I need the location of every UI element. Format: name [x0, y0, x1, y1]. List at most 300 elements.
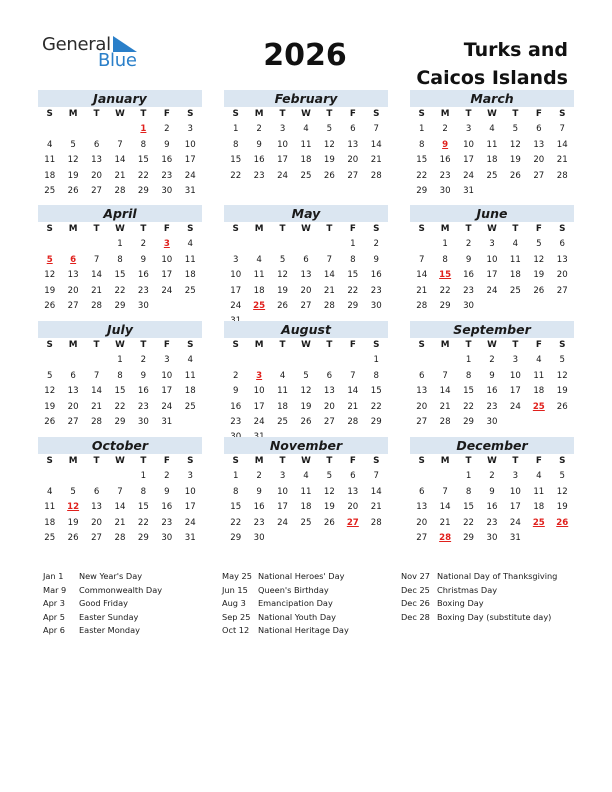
day-cell: 17 [509, 386, 521, 397]
day-cell: 12 [300, 386, 312, 397]
empty-cell [480, 299, 503, 314]
day-cell: 30 [137, 416, 149, 427]
weekday-label: T [140, 340, 147, 350]
day-cell: 9 [256, 139, 262, 150]
weekday-row [224, 454, 388, 469]
weekday-row [38, 454, 202, 469]
holiday-day-cell: 25 [253, 300, 266, 311]
day-cell: 24 [161, 401, 173, 412]
weekday-label: M [254, 340, 264, 350]
empty-cell [341, 531, 364, 546]
day-cell: 13 [300, 270, 312, 281]
day-cell: 27 [91, 532, 103, 543]
day-cell: 17 [253, 401, 265, 412]
weekday-label: S [46, 340, 53, 350]
holiday-date: Dec 26 [401, 598, 430, 609]
week-row [410, 184, 574, 199]
day-cell: 2 [164, 124, 170, 135]
day-cell: 29 [137, 185, 149, 196]
weekday-label: S [46, 109, 53, 119]
day-cell: 15 [463, 386, 475, 397]
day-cell: 20 [347, 155, 359, 166]
day-cell: 8 [117, 254, 123, 265]
weekday-label: F [163, 224, 170, 234]
holiday-entry [43, 597, 162, 611]
day-cell: 6 [536, 124, 542, 135]
week-row [410, 469, 574, 484]
weekday-label: T [512, 340, 519, 350]
weekday-label: M [68, 224, 78, 234]
holiday-entry [43, 611, 162, 625]
day-cell: 25 [300, 517, 312, 528]
day-cell: 2 [232, 370, 239, 381]
day-cell: 13 [347, 486, 359, 497]
weekday-label: T [465, 224, 472, 234]
day-cell: 24 [184, 517, 196, 528]
day-cell: 14 [114, 502, 126, 513]
empty-cell [294, 531, 317, 546]
day-cell: 24 [161, 285, 173, 296]
week-row [38, 138, 202, 153]
week-row [224, 299, 388, 314]
week-row [38, 184, 202, 199]
empty-cell [38, 237, 61, 252]
holiday-entry [401, 570, 557, 584]
weekday-label: W [115, 109, 125, 119]
day-cell: 20 [91, 170, 103, 181]
holiday-entry [401, 584, 557, 598]
weekday-label: S [418, 456, 425, 466]
empty-cell [38, 353, 61, 368]
holiday-column [222, 570, 349, 638]
empty-cell [341, 353, 364, 368]
holiday-name: Commonwealth Day [79, 584, 163, 595]
weekday-label: F [535, 340, 542, 350]
day-cell: 5 [279, 254, 286, 265]
weekday-label: T [326, 224, 333, 234]
day-cell: 1 [117, 355, 123, 366]
day-cell: 8 [140, 139, 147, 150]
week-row [410, 531, 574, 546]
weekday-label: T [465, 456, 472, 466]
weekday-label: W [487, 456, 497, 466]
weekday-label: W [301, 224, 311, 234]
day-cell: 10 [277, 486, 289, 497]
empty-cell [108, 469, 131, 484]
day-cell: 23 [161, 517, 173, 528]
week-row [224, 469, 388, 484]
day-cell: 19 [44, 285, 56, 296]
holiday-day-cell: 28 [439, 532, 452, 543]
day-cell: 17 [277, 502, 289, 513]
day-cell: 12 [44, 270, 56, 281]
day-cell: 4 [536, 471, 542, 482]
day-cell: 21 [114, 170, 126, 181]
day-cell: 11 [44, 155, 56, 166]
day-cell: 14 [370, 486, 382, 497]
weekday-label: F [349, 109, 356, 119]
day-cell: 4 [256, 254, 262, 265]
day-cell: 22 [347, 285, 359, 296]
day-cell: 24 [277, 170, 289, 181]
day-cell: 21 [347, 401, 359, 412]
day-cell: 7 [117, 139, 123, 150]
weekday-label: F [349, 340, 356, 350]
day-cell: 14 [91, 386, 103, 397]
month-header: March [410, 90, 574, 107]
weekday-label: M [68, 340, 78, 350]
day-cell: 16 [486, 502, 498, 513]
empty-cell [433, 469, 456, 484]
day-cell: 4 [512, 239, 519, 250]
day-cell: 20 [67, 285, 79, 296]
holiday-date: Mar 9 [43, 584, 67, 595]
day-cell: 23 [439, 170, 451, 181]
week-row [38, 299, 202, 314]
holiday-name: Emancipation Day [258, 598, 333, 609]
day-cell: 14 [556, 139, 568, 150]
holiday-date: Apr 5 [43, 611, 65, 622]
day-cell: 6 [559, 239, 565, 250]
week-row [410, 138, 574, 153]
day-cell: 21 [416, 285, 428, 296]
day-cell: 7 [93, 370, 100, 381]
week-row [38, 485, 202, 500]
week-row [224, 153, 388, 168]
day-cell: 22 [114, 401, 126, 412]
day-cell: 26 [533, 285, 545, 296]
weekday-label: W [301, 456, 311, 466]
day-cell: 21 [439, 401, 451, 412]
day-cell: 6 [70, 370, 76, 381]
weekday-row [38, 222, 202, 237]
day-cell: 9 [164, 486, 170, 497]
weekday-row [38, 338, 202, 353]
day-cell: 19 [323, 155, 335, 166]
empty-cell [527, 531, 550, 546]
day-cell: 16 [253, 502, 265, 513]
weekday-label: T [465, 109, 472, 119]
weekday-label: S [373, 456, 380, 466]
day-cell: 30 [439, 185, 451, 196]
day-cell: 25 [44, 532, 56, 543]
day-cell: 26 [300, 416, 312, 427]
week-row [224, 284, 388, 299]
day-cell: 27 [416, 416, 428, 427]
day-cell: 27 [91, 185, 103, 196]
day-cell: 17 [184, 502, 196, 513]
day-cell: 29 [230, 532, 242, 543]
country-line-2: Caicos Islands [416, 67, 568, 89]
day-cell: 23 [137, 285, 149, 296]
day-cell: 12 [323, 486, 335, 497]
empty-cell [179, 415, 202, 430]
weekday-label: M [254, 456, 264, 466]
day-cell: 19 [509, 155, 521, 166]
weekday-label: S [232, 456, 239, 466]
day-cell: 2 [465, 239, 472, 250]
day-cell: 25 [277, 416, 289, 427]
week-row [410, 384, 574, 399]
weekday-label: S [559, 109, 566, 119]
empty-cell [247, 353, 270, 368]
day-cell: 3 [187, 471, 193, 482]
day-cell: 26 [323, 517, 335, 528]
day-cell: 22 [463, 401, 475, 412]
day-cell: 16 [230, 401, 242, 412]
weekday-row [410, 338, 574, 353]
day-cell: 31 [463, 185, 475, 196]
day-cell: 11 [277, 386, 289, 397]
day-cell: 4 [46, 139, 53, 150]
day-cell: 12 [44, 386, 56, 397]
day-cell: 2 [140, 239, 147, 250]
day-cell: 17 [161, 270, 173, 281]
day-cell: 23 [486, 517, 498, 528]
day-cell: 4 [303, 124, 309, 135]
weekday-label: M [440, 224, 450, 234]
week-row [38, 268, 202, 283]
day-cell: 1 [373, 355, 379, 366]
day-cell: 26 [556, 401, 568, 412]
day-cell: 5 [559, 355, 565, 366]
day-cell: 20 [300, 285, 312, 296]
day-cell: 11 [253, 270, 265, 281]
day-cell: 10 [509, 370, 521, 381]
week-row [224, 122, 388, 137]
day-cell: 14 [91, 270, 103, 281]
weekday-label: S [187, 340, 194, 350]
week-row [224, 500, 388, 515]
week-row [224, 169, 388, 184]
weekday-label: S [559, 224, 566, 234]
day-cell: 11 [533, 370, 545, 381]
day-cell: 24 [509, 401, 521, 412]
weekday-label: S [46, 224, 53, 234]
day-cell: 30 [161, 532, 173, 543]
holiday-day-cell: 27 [346, 517, 359, 528]
day-cell: 21 [323, 285, 335, 296]
day-cell: 9 [232, 386, 239, 397]
week-row [410, 485, 574, 500]
empty-cell [85, 122, 108, 137]
weekday-label: S [559, 456, 566, 466]
day-cell: 22 [230, 517, 242, 528]
day-cell: 10 [184, 139, 196, 150]
empty-cell [271, 237, 294, 252]
holiday-day-cell: 3 [163, 239, 170, 250]
holiday-date: Oct 12 [222, 625, 250, 636]
day-cell: 20 [91, 517, 103, 528]
day-cell: 20 [533, 155, 545, 166]
empty-cell [551, 184, 574, 199]
weekday-label: T [140, 456, 147, 466]
day-cell: 28 [370, 170, 382, 181]
day-cell: 19 [300, 401, 312, 412]
weekday-label: W [115, 224, 125, 234]
month-header: August [224, 321, 388, 338]
holiday-day-cell: 25 [532, 517, 545, 528]
holiday-entry [43, 624, 162, 638]
day-cell: 2 [373, 239, 379, 250]
day-cell: 8 [140, 486, 147, 497]
day-cell: 23 [137, 401, 149, 412]
day-cell: 7 [326, 254, 333, 265]
empty-cell [294, 353, 317, 368]
empty-cell [527, 299, 550, 314]
empty-cell [271, 531, 294, 546]
weekday-label: W [301, 109, 311, 119]
week-row [410, 169, 574, 184]
week-row [224, 353, 388, 368]
holiday-date: Apr 6 [43, 625, 65, 636]
day-cell: 28 [114, 532, 126, 543]
day-cell: 6 [418, 486, 425, 497]
weekday-label: S [232, 340, 239, 350]
weekday-label: T [512, 224, 519, 234]
weekday-label: T [326, 340, 333, 350]
day-cell: 15 [347, 270, 359, 281]
day-cell: 9 [489, 370, 495, 381]
day-cell: 3 [512, 471, 519, 482]
empty-cell [318, 237, 341, 252]
day-cell: 12 [323, 139, 335, 150]
day-cell: 10 [463, 139, 475, 150]
day-cell: 28 [347, 416, 359, 427]
day-cell: 16 [137, 270, 149, 281]
logo-blue-text: Blue [98, 50, 137, 71]
holiday-day-cell: 6 [70, 254, 77, 265]
day-cell: 27 [416, 532, 428, 543]
weekday-label: S [418, 340, 425, 350]
holiday-date: Jun 15 [222, 584, 248, 595]
month-march [410, 90, 574, 199]
day-cell: 3 [465, 124, 472, 135]
day-cell: 20 [347, 502, 359, 513]
month-header: October [38, 437, 202, 454]
day-cell: 15 [230, 502, 242, 513]
weekday-label: T [512, 109, 519, 119]
day-cell: 1 [232, 124, 239, 135]
holiday-column [43, 570, 162, 638]
day-cell: 10 [184, 486, 196, 497]
country-title [368, 36, 568, 92]
day-cell: 24 [253, 416, 265, 427]
day-cell: 11 [300, 486, 312, 497]
empty-cell [504, 184, 527, 199]
day-cell: 10 [253, 386, 265, 397]
day-cell: 23 [370, 285, 382, 296]
empty-cell [433, 353, 456, 368]
empty-cell [85, 353, 108, 368]
empty-cell [527, 184, 550, 199]
day-cell: 8 [373, 370, 379, 381]
day-cell: 13 [347, 139, 359, 150]
day-cell: 26 [44, 300, 56, 311]
day-cell: 1 [465, 355, 472, 366]
day-cell: 31 [509, 532, 521, 543]
day-cell: 30 [486, 532, 498, 543]
day-cell: 20 [416, 401, 428, 412]
month-august [224, 321, 388, 446]
weekday-row [38, 107, 202, 122]
day-cell: 18 [533, 386, 545, 397]
day-cell: 2 [256, 124, 262, 135]
day-cell: 14 [347, 386, 359, 397]
day-cell: 11 [300, 139, 312, 150]
day-cell: 2 [256, 471, 262, 482]
month-april [38, 205, 202, 314]
day-cell: 24 [230, 300, 242, 311]
weekday-label: S [187, 224, 194, 234]
day-cell: 5 [512, 124, 519, 135]
day-cell: 18 [184, 270, 196, 281]
weekday-label: S [373, 340, 380, 350]
day-cell: 17 [486, 270, 498, 281]
month-december [410, 437, 574, 546]
day-cell: 26 [277, 300, 289, 311]
day-cell: 1 [465, 471, 472, 482]
empty-cell [108, 122, 131, 137]
empty-cell [410, 469, 433, 484]
holiday-name: National Heroes' Day [258, 571, 345, 581]
week-row [224, 384, 388, 399]
day-cell: 26 [44, 416, 56, 427]
weekday-label: M [254, 224, 264, 234]
weekday-label: F [349, 456, 356, 466]
empty-cell [61, 237, 84, 252]
day-cell: 23 [230, 416, 242, 427]
day-cell: 25 [184, 401, 196, 412]
week-row [38, 353, 202, 368]
holiday-date: Aug 3 [222, 598, 246, 609]
week-row [410, 400, 574, 415]
day-cell: 8 [442, 254, 448, 265]
week-row [38, 531, 202, 546]
holiday-date: Nov 27 [401, 571, 431, 581]
weekday-row [410, 454, 574, 469]
holiday-entry [401, 611, 557, 625]
day-cell: 19 [277, 285, 289, 296]
month-february [224, 90, 388, 184]
day-cell: 6 [93, 486, 100, 497]
weekday-label: M [440, 340, 450, 350]
week-row [224, 516, 388, 531]
day-cell: 12 [533, 254, 545, 265]
week-row [38, 237, 202, 252]
day-cell: 16 [161, 502, 173, 513]
holiday-day-cell: 25 [532, 401, 545, 412]
day-cell: 17 [184, 155, 196, 166]
day-cell: 19 [67, 170, 79, 181]
day-cell: 15 [114, 270, 126, 281]
week-row [410, 353, 574, 368]
weekday-label: F [163, 340, 170, 350]
empty-cell [551, 415, 574, 430]
empty-cell [61, 353, 84, 368]
week-row [224, 415, 388, 430]
weekday-label: T [279, 224, 286, 234]
day-cell: 25 [300, 170, 312, 181]
day-cell: 10 [161, 370, 173, 381]
month-header: November [224, 437, 388, 454]
day-cell: 10 [161, 254, 173, 265]
week-row [410, 122, 574, 137]
holiday-name: Good Friday [79, 598, 128, 609]
day-cell: 22 [114, 285, 126, 296]
day-cell: 16 [463, 270, 475, 281]
day-cell: 24 [463, 170, 475, 181]
